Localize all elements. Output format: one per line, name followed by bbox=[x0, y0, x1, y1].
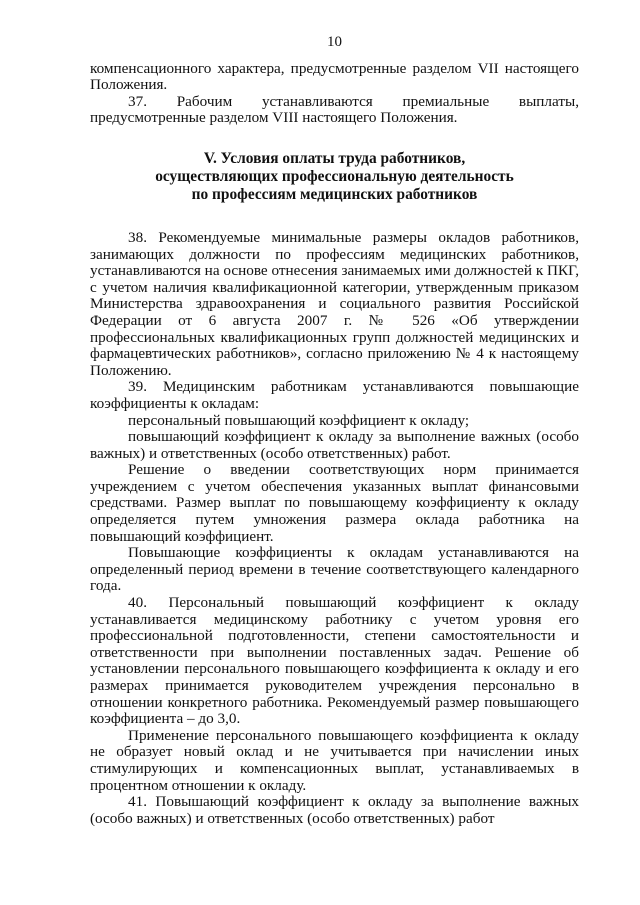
document-page bbox=[90, 34, 579, 827]
paragraph-38: 38. Рекомендуемые минимальные размеры окладов работников, занимающих должности по профессиям медицинских работников, устанавливаются на основе отнесения занимаемых ими должностей к ПКГ, с учетом наличия квалификационной категории, утвержденным приказом Министерства здравоохранения и социального развития Российской Федерации от 6 августа 2007 г. № 526 «Об утверждении профессиональных квалификационных групп должностей медицинских и фармацевтических работников», согласно приложению № 4 к настоящему Положению. bbox=[90, 228, 579, 379]
page-number: 10 bbox=[327, 34, 342, 50]
paragraph-period: Повышающие коэффициенты к окладам устанавливаются на определенный период времени в течение соответствующего календарного года. bbox=[90, 544, 579, 595]
paragraph-application: Применение персонального повышающего коэффициента к окладу не образует новый оклад и не учитывается при начислении иных стимулирующих и компенсационных выплат, устанавливаемых в процентном отношении к окладу. bbox=[90, 726, 579, 794]
section-heading bbox=[90, 150, 579, 204]
paragraph-decision: Решение о введении соответствующих норм принимается учреждением с учетом обеспечения указанных выплат финансовыми средствами. Размер выплат по повышающему коэффициенту к окладу определяется путем умножения размера оклада работника на повышающий коэффициент. bbox=[90, 461, 579, 545]
paragraph-continuation: компенсационного характера, предусмотренные разделом VII настоящего Положения. bbox=[90, 59, 579, 94]
section-heading-line: V. Условия оплаты труда работников, bbox=[203, 149, 466, 167]
section-heading-line: осуществляющих профессиональную деятельность bbox=[155, 167, 514, 185]
list-item-personal-coefficient: персональный повышающий коэффициент к окладу; bbox=[128, 411, 470, 429]
paragraph-40: 40. Персональный повышающий коэффициент к окладу устанавливается медицинскому работнику с учетом уровня его профессиональной подготовленности, степени самостоятельности и ответственности при выполнении поставленных задач. Решение об установлении персонального повышающего коэффициента к окладу и его размерах принимается руководителем учреждения персонально в отношении конкретного работника. Рекомендуемый размер повышающего коэффициента – до 3,0. bbox=[90, 594, 579, 728]
section-heading-line: по профессиям медицинских работников bbox=[191, 185, 478, 203]
paragraph-41: 41. Повышающий коэффициент к окладу за выполнение важных (особо важных) и ответственных (особо ответственных) работ bbox=[90, 793, 579, 827]
paragraph-39: 39. Медицинским работникам устанавливаются повышающие коэффициенты к окладам: bbox=[90, 378, 579, 412]
list-item-important-work-coefficient: повышающий коэффициент к окладу за выполнение важных (особо важных) и ответственных (особо ответственных) работ. bbox=[90, 428, 579, 462]
paragraph-37: 37. Рабочим устанавливаются премиальные выплаты, предусмотренные разделом VIII настоящего Положения. bbox=[90, 92, 579, 127]
